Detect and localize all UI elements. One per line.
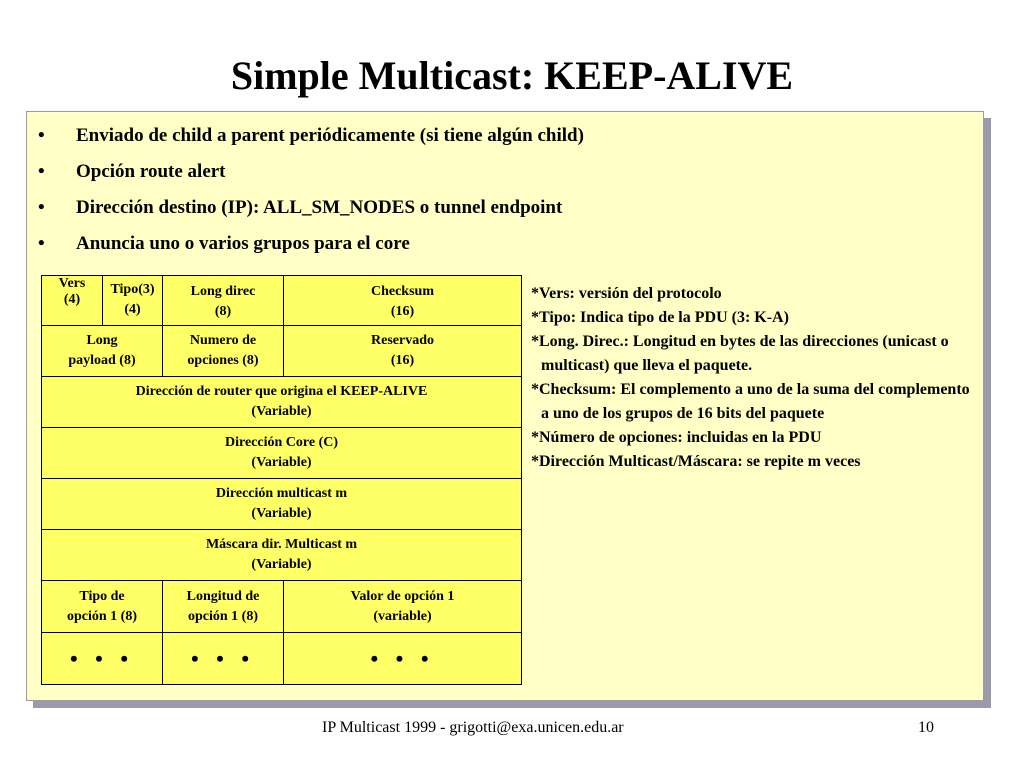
field-label: Dirección multicast m — [215, 486, 348, 501]
field-size: (Variable) — [251, 455, 312, 470]
note-item: *Tipo: Indica tipo de la PDU (3: K-A) — [531, 309, 789, 326]
field-option-value — [283, 580, 522, 633]
field-more-3 — [283, 632, 522, 685]
note-item: *Dirección Multicast/Máscara: se repite m veces — [531, 453, 861, 470]
bullet-text: Opción route alert — [76, 161, 226, 182]
field-size: (16) — [390, 353, 415, 368]
field-long-direc — [162, 275, 284, 326]
field-label: Vers — [58, 276, 86, 291]
field-vers — [41, 275, 103, 326]
ellipsis: • • • — [370, 645, 435, 671]
ellipsis: • • • — [190, 645, 256, 671]
field-size: opción 1 (8) — [188, 608, 258, 624]
bullet-marker: • — [38, 233, 45, 254]
bullet-text: Dirección destino (IP): ALL_SM_NODES o tunnel endpoint — [76, 197, 563, 218]
field-size: opciones (8) — [187, 353, 259, 368]
field-label: Reservado — [371, 333, 434, 348]
field-long-payload — [41, 325, 163, 377]
field-label: Dirección Core (C) — [225, 435, 338, 450]
field-label: Long direc — [190, 284, 256, 299]
field-label: Long — [86, 333, 118, 348]
field-option-length — [162, 580, 284, 633]
bullet-marker: • — [38, 161, 45, 182]
field-size: opción 1 (8) — [67, 608, 137, 624]
field-size: payload (8) — [68, 353, 136, 368]
bullet-text: Anuncia uno o varios grupos para el core — [76, 233, 410, 254]
field-label: Checksum — [370, 284, 434, 299]
bullet-marker: • — [38, 197, 45, 218]
field-label: Dirección de router que origina el KEEP-ALIVE — [135, 384, 428, 399]
note-item: *Número de opciones: incluidas en la PDU — [531, 429, 822, 446]
field-reservado — [283, 325, 522, 377]
bullet-item — [38, 232, 584, 268]
pdu-format-diagram — [41, 275, 522, 685]
field-label: Longitud de — [186, 588, 260, 604]
bullet-marker: • — [38, 125, 45, 146]
ellipsis: • • • — [69, 645, 135, 671]
field-label: Máscara dir. Multicast m — [205, 537, 358, 552]
field-size: (Variable) — [251, 404, 312, 419]
field-size: (4) — [124, 302, 141, 317]
bullet-text: Enviado de child a parent periódicamente (si tiene algún child) — [76, 125, 584, 146]
field-tipo — [102, 275, 163, 326]
field-multicast-address — [41, 478, 522, 530]
field-label: Valor de opción 1 — [350, 588, 455, 604]
field-size: (16) — [390, 304, 415, 319]
bullet-list — [38, 124, 584, 268]
field-numero-opciones — [162, 325, 284, 377]
field-label: Numero de — [189, 333, 257, 348]
field-checksum — [283, 275, 522, 326]
field-size: (4) — [63, 292, 81, 307]
field-label: Tipo de — [79, 588, 125, 604]
field-core-address — [41, 427, 522, 479]
field-router-address — [41, 376, 522, 428]
note-item: *Checksum: El complemento a uno de la suma del complemento a uno de los grupos de 16 bits del paquete — [531, 381, 970, 422]
slide-title: Simple Multicast: KEEP-ALIVE — [230, 53, 794, 98]
field-more-1 — [41, 632, 163, 685]
bullet-item — [38, 124, 584, 160]
bullet-item — [38, 160, 584, 196]
field-label: Tipo(3) — [110, 282, 155, 297]
field-size: (Variable) — [251, 506, 312, 521]
field-multicast-mask — [41, 529, 522, 581]
field-size: (variable) — [373, 608, 432, 624]
field-notes — [531, 282, 971, 474]
field-more-2 — [162, 632, 284, 685]
field-size: (8) — [214, 304, 232, 319]
note-item: *Vers: versión del protocolo — [531, 285, 722, 302]
field-option-type — [41, 580, 163, 633]
bullet-item — [38, 196, 584, 232]
note-item: *Long. Direc.: Longitud en bytes de las direcciones (unicast o multicast) que lleva el paquete. — [531, 333, 949, 374]
field-size: (Variable) — [251, 557, 312, 572]
footer-text: IP Multicast 1999 - grigotti@exa.unicen.edu.ar — [322, 719, 624, 736]
page-number: 10 — [918, 719, 934, 736]
